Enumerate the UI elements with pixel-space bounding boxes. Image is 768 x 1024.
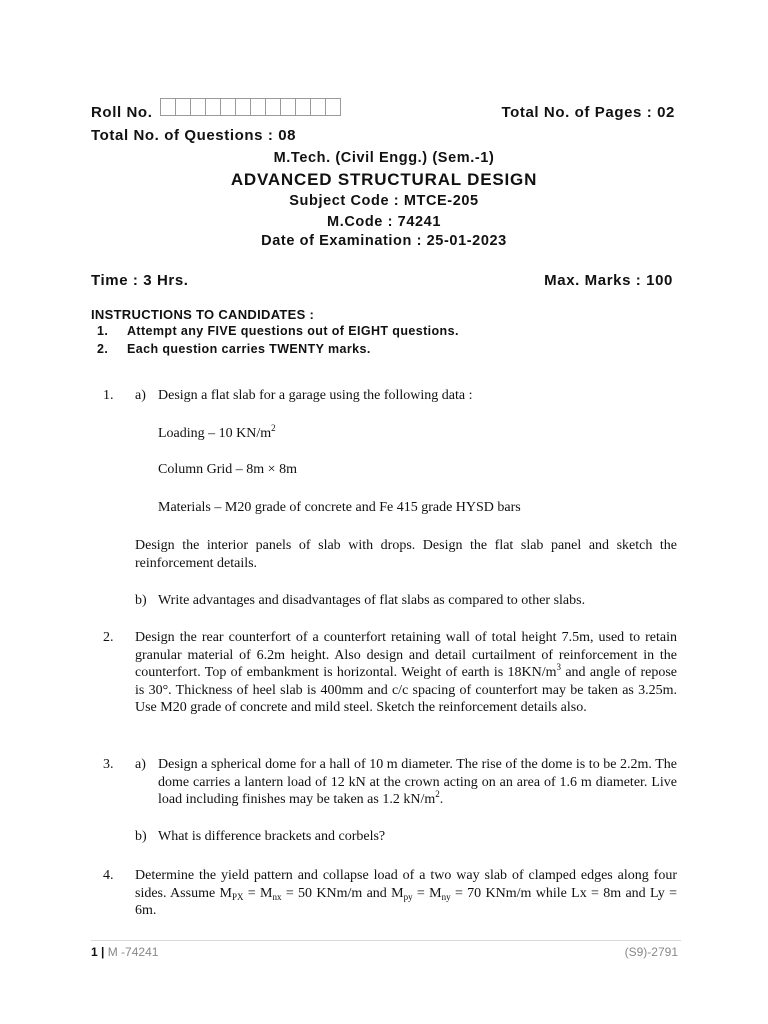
roll-no-box — [220, 98, 236, 116]
question-2-sup: 3 — [556, 662, 562, 672]
question-3a-label: a) — [135, 757, 146, 772]
loading-sup: 2 — [271, 423, 276, 433]
total-questions: Total No. of Questions : 08 — [91, 127, 297, 144]
instruction-number: 1. — [97, 324, 109, 338]
question-3b-text: What is difference brackets and corbels? — [158, 829, 386, 844]
question-3a-text-part1: Design a spherical dome for a hall of 10 m diameter. The rise of the dome is to be 2.2m. The dome carries a lantern load of 12 kN at the crown acting on an area of 1.6 m diameter. Live load including finishes may be taken as 1.2 kN/m — [158, 757, 677, 807]
question-1-number: 1. — [103, 388, 114, 403]
question-3a-sup: 2 — [435, 789, 440, 799]
roll-no-box — [175, 98, 191, 116]
q4-sub-1: PX — [231, 891, 244, 902]
question-1a-label: a) — [135, 388, 146, 403]
instruction-item — [97, 324, 459, 342]
footer-divider — [91, 940, 681, 941]
question-3a-text — [158, 756, 677, 809]
max-marks: Max. Marks : 100 — [544, 272, 673, 289]
exam-date: Date of Examination : 25-01-2023 — [261, 233, 507, 249]
question-1-loading — [158, 425, 276, 443]
roll-no-box — [250, 98, 266, 116]
question-4-text — [135, 867, 677, 920]
exam-time: Time : 3 Hrs. — [91, 272, 189, 289]
footer-paper-code: (S9)-2791 — [624, 945, 678, 959]
question-2-text-part1: Design the rear counterfort of a counterfort retaining wall of total height 7.5m, used to retain granular material of 6.2m height. Also design and detail curtailment of reinforcement in the counterfort. Top of embankment is horizontal. Weight of earth is 18KN/m — [135, 630, 677, 680]
question-2-text — [135, 629, 677, 717]
footer-left — [91, 945, 158, 959]
roll-no-box — [310, 98, 326, 116]
subject-code: Subject Code : MTCE-205 — [289, 193, 479, 209]
roll-no-box — [265, 98, 281, 116]
question-1-materials: Materials – M20 grade of concrete and Fe 415 grade HYSD bars — [158, 500, 521, 515]
question-1a-text: Design a flat slab for a garage using the following data : — [158, 388, 473, 403]
instruction-text: Each question carries TWENTY marks. — [127, 342, 371, 356]
course-name: M.Tech. (Civil Engg.) (Sem.-1) — [273, 150, 495, 166]
roll-no-box — [295, 98, 311, 116]
instructions-list — [97, 324, 459, 360]
roll-no-box — [205, 98, 221, 116]
roll-no-box — [160, 98, 176, 116]
q4-text-1: Determine the yield pattern and collapse load of a two way slab of clamped edges along four sides. Assume M — [135, 868, 677, 901]
roll-no-label: Roll No. — [91, 104, 153, 121]
q4-text-3: = 50 KNm/m and M — [281, 885, 404, 901]
footer-mcode: M -74241 — [107, 945, 159, 959]
q4-text-4: = M — [412, 885, 442, 901]
footer-separator: | — [97, 945, 108, 959]
question-2-number: 2. — [103, 630, 114, 645]
question-1-design-text: Design the interior panels of slab with drops. Design the flat slab panel and sketch the reinforcement details. — [135, 538, 677, 571]
question-1-column-grid: Column Grid – 8m × 8m — [158, 462, 297, 477]
instructions-heading: INSTRUCTIONS TO CANDIDATES : — [91, 307, 315, 322]
question-1b-text: Write advantages and disadvantages of flat slabs as compared to other slabs. — [158, 593, 586, 608]
q4-text-5: = 70 KNm/m while Lx = 8m and Ly = 6m. — [135, 885, 678, 918]
roll-no-box — [235, 98, 251, 116]
roll-no-box — [325, 98, 341, 116]
roll-no-box — [280, 98, 296, 116]
question-1b-label: b) — [135, 593, 147, 608]
q4-sub-3: py — [403, 891, 413, 902]
roll-no-box — [190, 98, 206, 116]
question-3a-text-part2: . — [439, 792, 444, 807]
footer-page-number: 1 — [91, 945, 98, 959]
question-2-text-part2: and angle of repose is 30°. Thickness of heel slab is 400mm and c/c spacing of counterfort may be taken as 3.25m. Use M20 grade of concrete and mild steel. Sketch the reinforcement details also. — [135, 665, 677, 715]
loading-text: Loading – 10 KN/m — [158, 426, 272, 441]
m-code: M.Code : 74241 — [327, 214, 441, 230]
instruction-number: 2. — [97, 342, 109, 356]
question-3-number: 3. — [103, 757, 114, 772]
question-4-number: 4. — [103, 868, 114, 883]
total-pages: Total No. of Pages : 02 — [501, 104, 675, 121]
subject-title: ADVANCED STRUCTURAL DESIGN — [230, 170, 538, 189]
instruction-text: Attempt any FIVE questions out of EIGHT questions. — [127, 324, 459, 338]
instruction-item — [97, 342, 459, 360]
q4-sub-2: nx — [272, 891, 282, 902]
roll-no-boxes — [160, 98, 340, 116]
q4-text-2: = M — [243, 885, 273, 901]
q4-sub-4: ny — [441, 891, 451, 902]
question-3b-label: b) — [135, 829, 147, 844]
